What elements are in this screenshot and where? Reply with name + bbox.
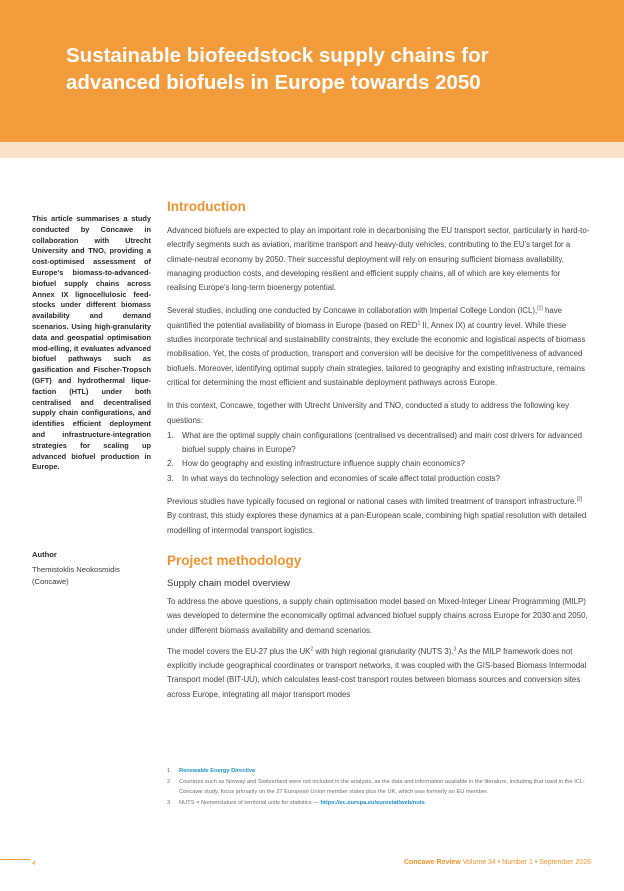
methodology-heading: Project methodology bbox=[167, 552, 302, 568]
introduction-heading: Introduction bbox=[167, 199, 246, 214]
author-name: Themistoklis Neokosmidis bbox=[32, 565, 120, 574]
footnote-ref-2[interactable]: 2 bbox=[310, 646, 314, 653]
publication-info bbox=[404, 859, 591, 866]
list-item: 2. How do geography and existing infrastructure influence supply chain economics? bbox=[167, 459, 465, 469]
footnote-3: 3 NUTS = Nomenclature of territorial units for statistics — https://ec.europa.eu/eurostat/web/nuts bbox=[167, 799, 425, 806]
author-info bbox=[32, 564, 152, 587]
author-organisation: (Concawe) bbox=[32, 576, 69, 586]
methodology-paragraph-1: To address the above questions, a supply chain optimisation model based on Mixed-Integer Linear Programming (MILP) was developed to determine the economically optimal advanced biofuel supply chains across Europe for 2030 and 2050, under different biomass availability and demand scenarios. bbox=[167, 596, 588, 635]
intro-paragraph-4: Previous studies have typically focused on regional or national cases with limited treatment of transport infrastructure.[2] By contrast, this study explores these dynamics at a pan-European scale, combining high spatial resolution with detailed modelling of intermodal transport logistics. bbox=[167, 496, 587, 535]
issue-info: Volume 34 • Number 1 • September 2026 bbox=[462, 859, 591, 866]
footnote-2: 2 Countries such as Norway and Switzerland were not included in the analysis, as the data and information available in the literature, including that used in the ICL-Concawe study, focus primarily on the 27 European Union member states plus the UK, which was formerly an EU member. bbox=[167, 779, 585, 795]
page-number: 4 bbox=[32, 860, 36, 867]
footnote-ref-1[interactable]: 1 bbox=[417, 320, 421, 327]
author-label: Author bbox=[32, 550, 57, 559]
article-title: Sustainable biofeedstock supply chains for advanced biofuels in Europe towards 2050 bbox=[66, 44, 489, 94]
intro-paragraph-3: In this context, Concawe, together with Utrecht University and TNO, conducted a study to address the following key questions: bbox=[167, 401, 570, 425]
footnotes bbox=[167, 767, 591, 810]
footnote-1: 1 Renewable Energy Directive bbox=[167, 768, 256, 774]
list-item: 1. What are the optimal supply chain configurations (centralised vs decentralised) and main cost drivers for advanced biofuel supply chains in Europe? bbox=[167, 430, 582, 455]
main-column bbox=[167, 198, 591, 702]
reference-2[interactable]: [2] bbox=[576, 496, 583, 503]
list-item: 3. In what ways do technology selection and economies of scale affect total production costs? bbox=[167, 473, 500, 483]
key-questions-list bbox=[167, 429, 591, 486]
article-summary: This article summarises a study conducted by Concawe in collaboration with Utrecht University and TNO, providing a cost-optimised assessment of Europe's biomass-to-advanced-biofuel supply chains across Annex IX lignocellulosic feed-stocks under different biomass availability and demand scenarios. Using high-granularity data and geospatial optimisation mod-elling, it evaluates advanced biofuel pathways such as gasification and Fischer-Tropsch (GFT) and hydrothermal lique-faction (HTL) under both centralised and decentralised supply chain configurations, and identifies efficient deployment and infrastructure-integration strategies for scaling up advanced biofuel production in Europe. bbox=[32, 214, 151, 472]
publication-name: Concawe Review bbox=[403, 859, 461, 866]
intro-paragraph-2: Several studies, including one conducted by Concawe in collaboration with Imperial College London (ICL),[1] have quantified the potential availability of biomass in Europe (based on RED$^1$ II, Annex IX) at country level. While these studies incorporate technical and sustainability constraints, they exclude the economic and logistical aspects of biomass mobilisation. Yet, the costs of production, transport and conversion will be decisive for the competitiveness of advanced biofuels. Moreover, identifying optimal supply chain strategies, tailored to geography and existing infrastructure, remains critical for determining the most efficient and sustainable deployment pathways across Europe. bbox=[167, 305, 586, 387]
methodology-paragraph-2: The model covers the EU-27 plus the $UK^2$ with high regional granularity (NUTS 3).$^3$ As the MILP framework does not explicitly include geographical coordinates or transport networks, it was coupled with the GIS-based Biomass Intermodal Transport model (BIT-UU), which calculates least-cost transport routes between biomass sources and conversion sites across Europe, integrating all major transport modes bbox=[167, 646, 587, 699]
footnote-1-link[interactable]: Renewable Energy Directive bbox=[179, 768, 256, 774]
footnote-ref-3[interactable]: 3 bbox=[453, 646, 457, 653]
footer-rule bbox=[0, 859, 30, 860]
methodology-subheading: Supply chain model overview bbox=[167, 577, 291, 589]
header-stripe bbox=[0, 142, 624, 158]
intro-paragraph-1: Advanced biofuels are expected to play an important role in decarbonising the EU transport sector, particularly in hard-to-electrify segments such as aviation, maritime transport and heavy-duty vehicles, contributing to the EU's target for a climate-neutral economy by 2050. Their successful deployment will rely on ensuring sufficient biomass availability, managing production costs, and developing resilient and efficient supply chains, all of which are key elements for realising Europe's long-term bioenergy potential. bbox=[167, 226, 590, 293]
reference-1[interactable]: [1] bbox=[537, 305, 543, 312]
nuts-url-link[interactable]: https://ec.europa.eu/eurostat/web/nuts bbox=[320, 799, 425, 806]
